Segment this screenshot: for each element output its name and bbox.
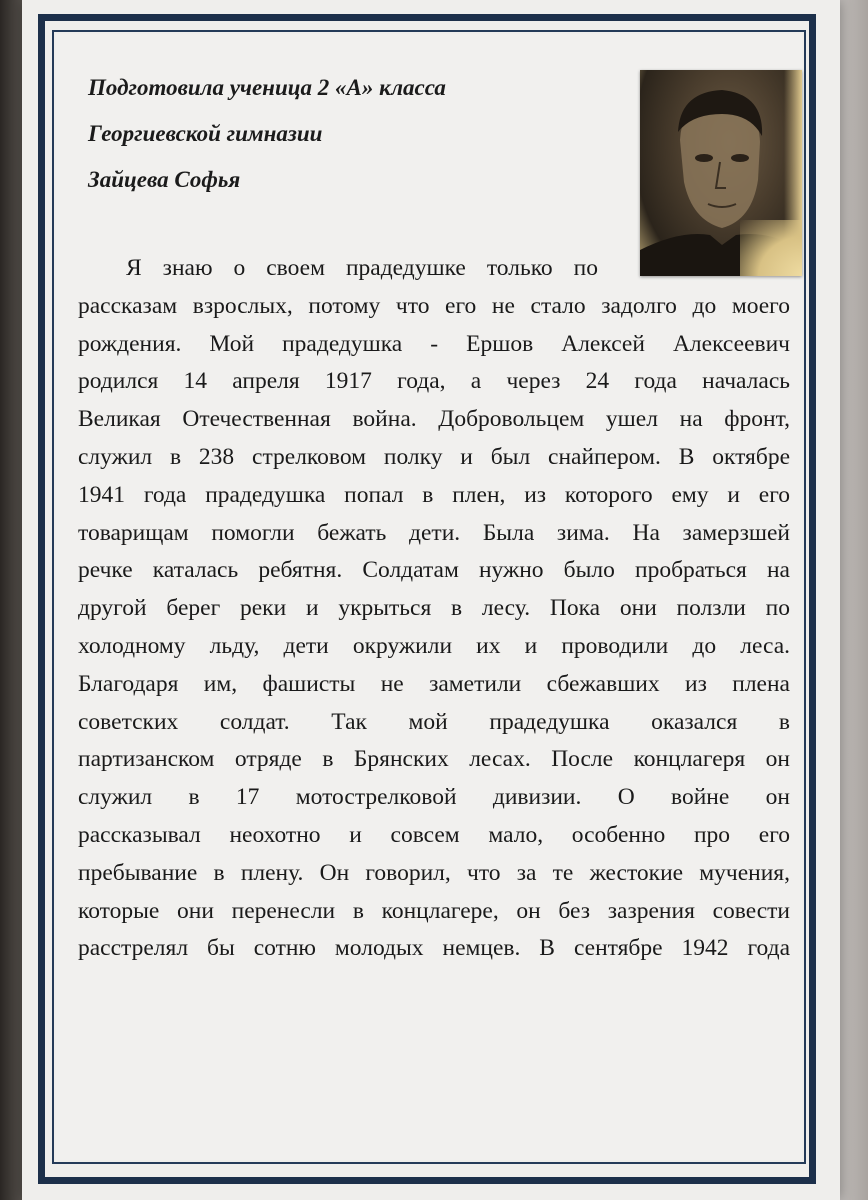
story-line: советских солдат. Так мой прадедушка оказался в (78, 708, 790, 735)
story-line: другой берег реки и укрыться в лесу. Пока они ползли по (78, 595, 790, 622)
story-line: родился 14 апреля 1917 года, а через 24 года началась (78, 368, 790, 395)
author-header (88, 68, 608, 206)
story-line: товарищам помогли бежать дети. Была зима. На замерзшей (78, 519, 790, 546)
story-line: расстрелял бы сотню молодых немцев. В сентябре 1942 года (78, 935, 790, 962)
story-line: речке каталась ребятня. Солдатам нужно было пробраться на (78, 557, 790, 584)
portrait-photo (640, 70, 802, 276)
story-line: Великая Отечественная война. Добровольцем ушел на фронт, (78, 406, 790, 433)
story-line: Благодаря им, фашисты не заметили сбежавших из плена (78, 670, 790, 697)
story-line: которые они перенесли в концлагере, он без зазрения совести (78, 897, 790, 924)
author-header-line-1: Подготовила ученица 2 «А» класса (88, 75, 446, 100)
story-line: пребывание в плену. Он говорил, что за те жестокие мучения, (78, 859, 790, 886)
story-line: рассказам взрослых, потому что его не стало задолго до моего (78, 292, 790, 319)
story-line: рассказывал неохотно и совсем мало, особенно про его (78, 821, 790, 848)
story-text (78, 250, 790, 968)
story-line: служил в 17 мотострелковой дивизии. О войне он (78, 784, 790, 811)
author-header-line-3: Зайцева Софья (88, 167, 241, 192)
story-line: служил в 238 стрелковом полку и был снайпером. В октябре (78, 443, 790, 470)
story-line: рождения. Мой прадедушка - Ершов Алексей Алексеевич (78, 330, 790, 357)
story-line: 1941 года прадедушка попал в плен, из которого ему и его (78, 481, 790, 508)
story-line: холодному льду, дети окружили их и проводили до леса. (78, 632, 790, 659)
story-line: Я знаю о своем прадедушке только по (126, 255, 598, 281)
author-header-line-2: Георгиевской гимназии (88, 121, 323, 146)
story-line: партизанском отряде в Брянских лесах. После концлагеря он (78, 746, 790, 773)
